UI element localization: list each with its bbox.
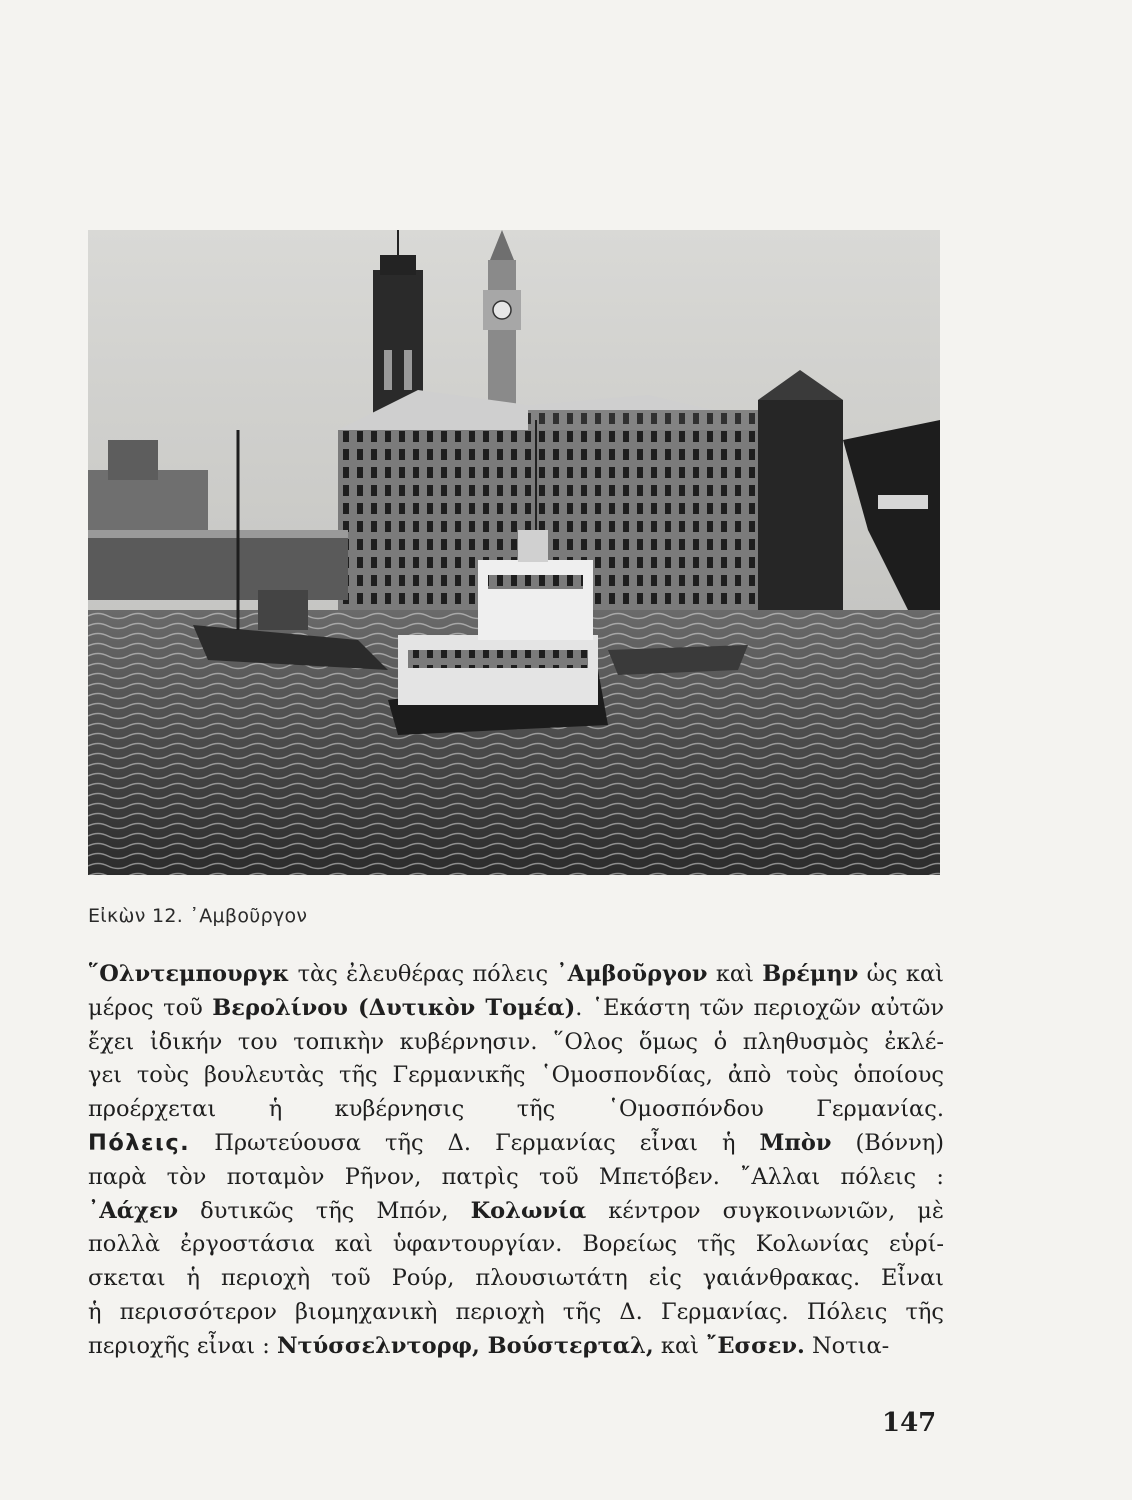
text-run: ἔχει ἰδικήν του τοπικὴν κυβέρνησιν. ῞Ολος ὅμως ὁ πληθυσμὸς ἐκλέ-	[88, 1028, 944, 1055]
bold-term: Μπὸν	[759, 1129, 832, 1156]
text-run: (Βόννη)	[831, 1129, 945, 1156]
text-line	[88, 958, 944, 992]
text-run: μέρος τοῦ	[88, 994, 213, 1021]
text-line	[88, 1161, 944, 1195]
text-line	[88, 1296, 944, 1330]
bold-term: ῎Εσσεν.	[706, 1332, 805, 1359]
text-run: κέντρον συγκοινωνιῶν, μὲ	[586, 1197, 944, 1224]
text-line	[88, 1195, 944, 1229]
text-line	[88, 1262, 944, 1296]
figure-caption: Εἰκὼν 12. ᾿Αμβοῦργον	[88, 905, 308, 927]
bold-term: ᾿Αμβοῦργον	[556, 961, 708, 987]
text-line	[88, 1228, 944, 1262]
text-run: καὶ	[653, 1332, 707, 1359]
bold-term: Βρέμην	[762, 961, 859, 987]
bold-term: Πόλεις.	[88, 1129, 191, 1156]
bold-term: Ντύσσελντορφ, Βούστερταλ,	[276, 1332, 654, 1359]
text-run: Νοτια-	[804, 1332, 890, 1359]
body-paragraph	[88, 958, 944, 1364]
text-run: καὶ	[707, 961, 763, 987]
text-run: παρὰ τὸν ποταμὸν Ρῆνον, πατρὶς τοῦ Μπετόβεν. ῎Αλλαι πόλεις :	[88, 1163, 944, 1190]
harbor-photograph	[88, 230, 940, 875]
text-run: τὰς ἐλευθέρας πόλεις	[289, 961, 557, 987]
bold-term: ᾿Αάχεν	[88, 1197, 179, 1224]
bold-term: ῞Ολντεμπουργκ	[88, 961, 290, 987]
text-run: προέρχεται ἡ κυβέρνησις τῆς ῾Ομοσπόνδου Γερμανίας.	[88, 1096, 944, 1123]
text-line	[88, 1026, 944, 1060]
text-line	[88, 1059, 944, 1093]
text-run: πολλὰ ἐργοστάσια καὶ ὑφαντουργίαν. Βορείως τῆς Κολωνίας εὑρί-	[88, 1231, 944, 1258]
text-line	[88, 1127, 944, 1161]
text-run: Πρωτεύουσα τῆς Δ. Γερμανίας εἶναι ἡ	[190, 1129, 760, 1156]
text-run: ὡς καὶ	[858, 961, 944, 987]
text-run: δυτικῶς τῆς Μπόν,	[178, 1197, 471, 1224]
text-line	[88, 992, 944, 1026]
text-run: σκεται ἡ περιοχὴ τοῦ Ρούρ, πλουσιωτάτη εἰς γαιάνθρακας. Εἶναι	[88, 1265, 944, 1292]
text-line	[88, 1093, 944, 1127]
bold-term: Κολωνία	[470, 1197, 587, 1224]
text-run: . ῾Εκάστη τῶν περιοχῶν αὐτῶν	[575, 994, 945, 1021]
text-run: ἡ περισσότερον βιομηχανικὴ περιοχὴ τῆς Δ. Γερμανίας. Πόλεις τῆς	[88, 1298, 944, 1325]
bold-term: Βερολίνου (Δυτικὸν Τομέα)	[212, 994, 576, 1021]
text-run: γει τοὺς βουλευτὰς τῆς Γερμανικῆς ῾Ομοσπονδίας, ἀπὸ τοὺς ὁποίους	[88, 1062, 944, 1089]
text-run: περιοχῆς εἶναι :	[88, 1332, 277, 1359]
page-number: 147	[882, 1408, 937, 1438]
text-line	[88, 1330, 944, 1364]
